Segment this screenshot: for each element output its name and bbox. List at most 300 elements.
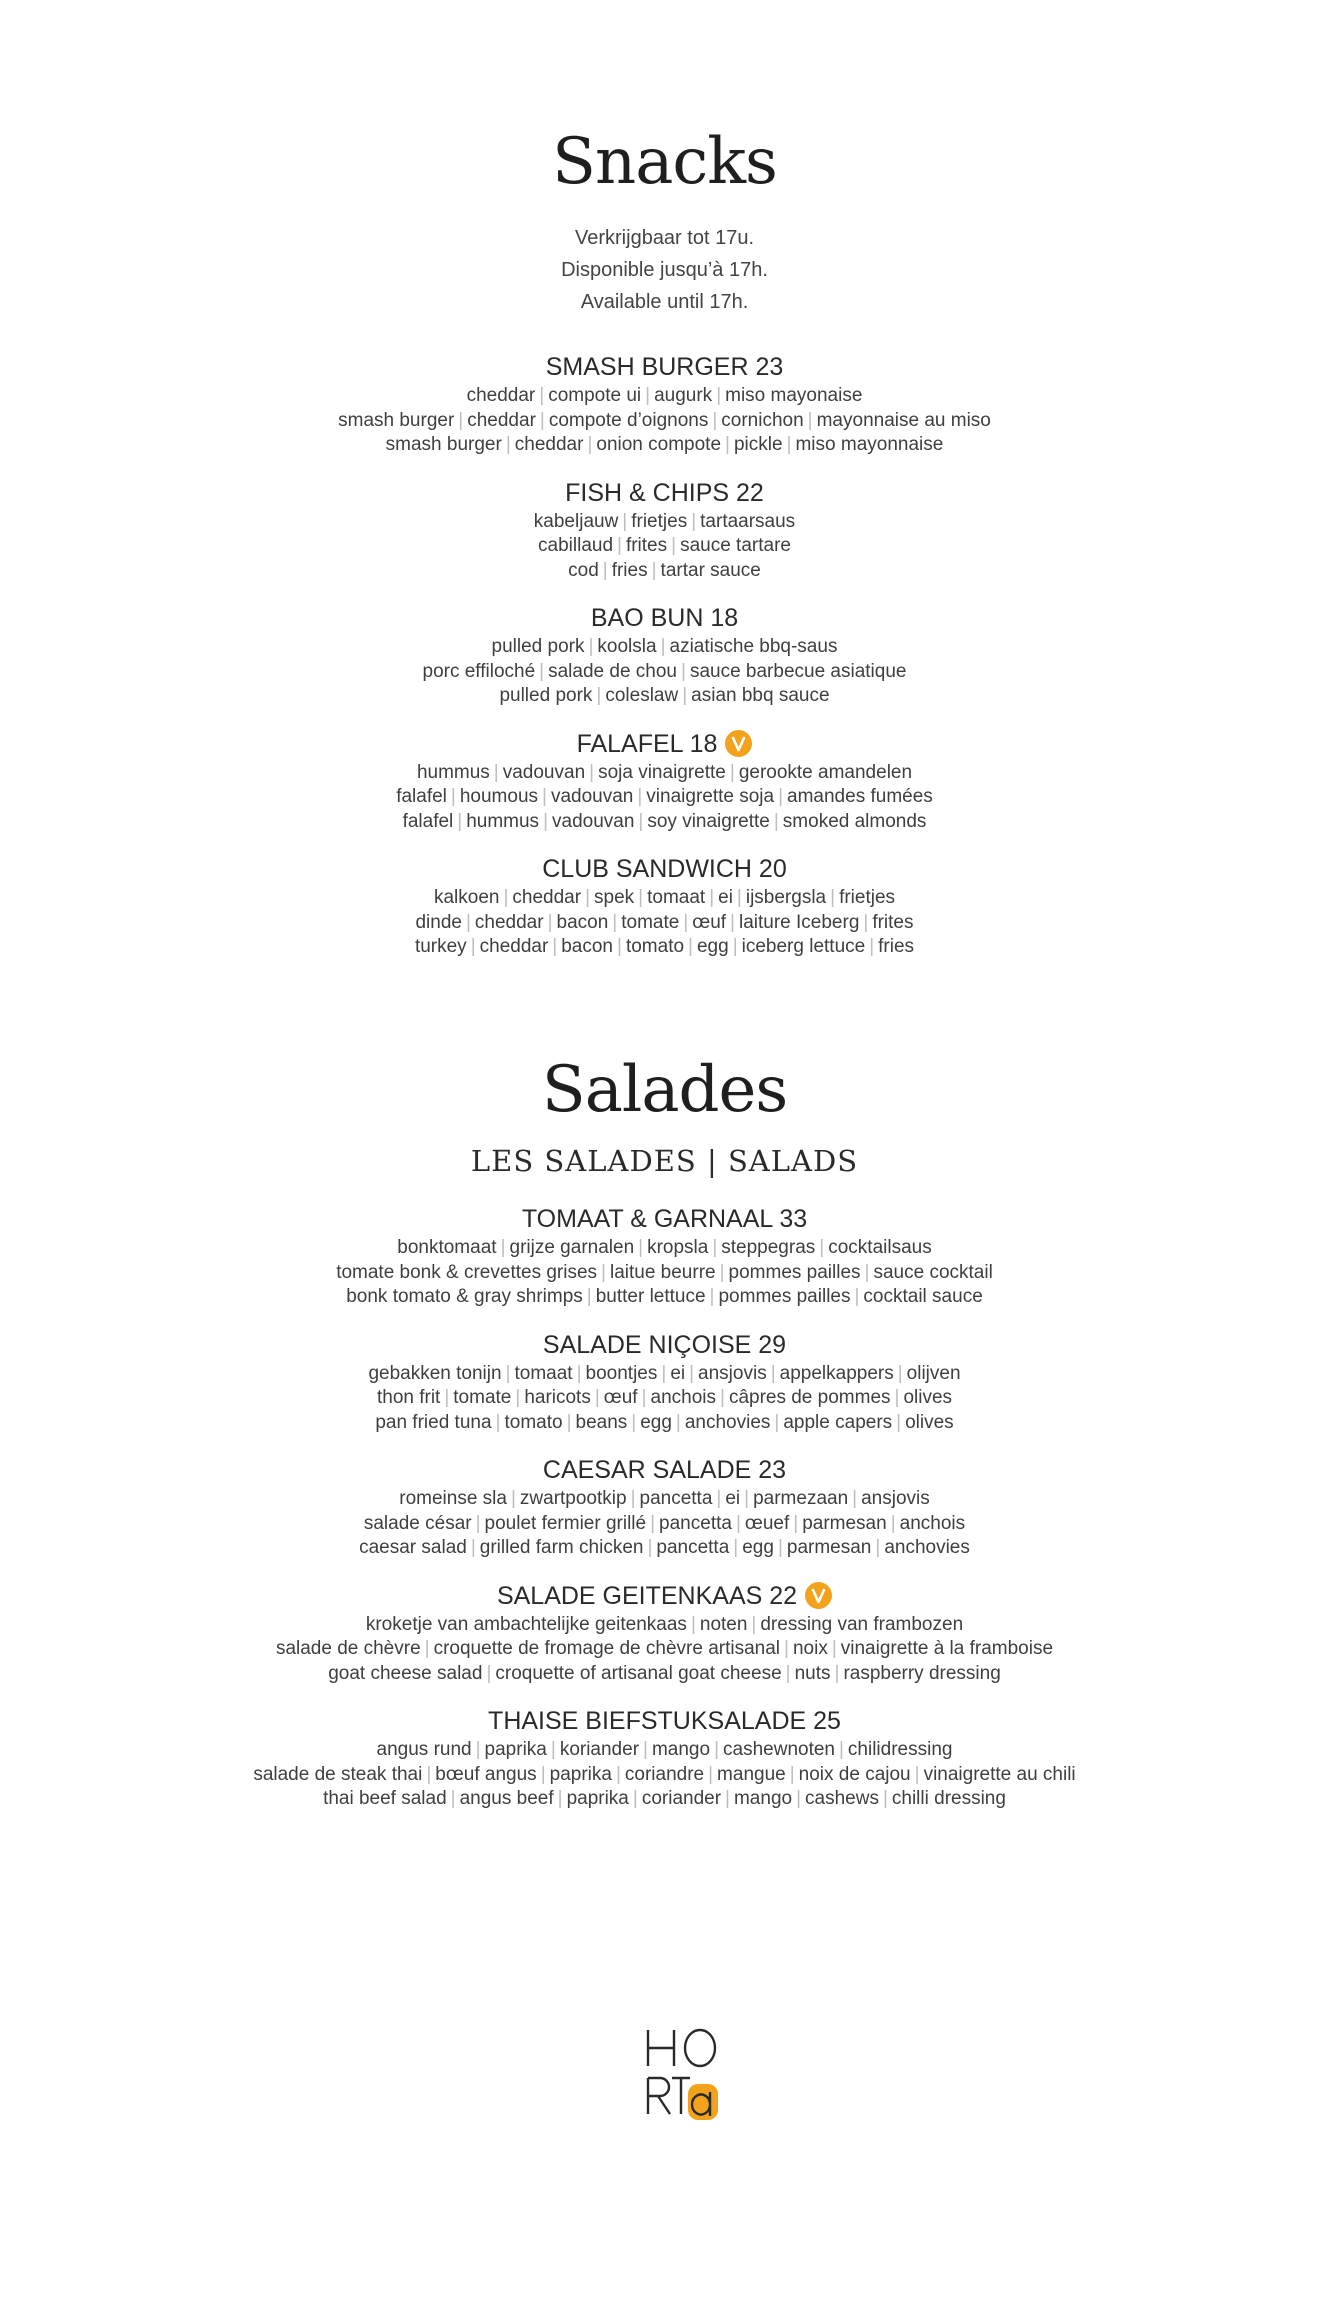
separator: | xyxy=(641,1387,647,1408)
ingredient: angus beef xyxy=(459,1788,554,1809)
ingredient: beans xyxy=(575,1411,628,1433)
separator: | xyxy=(543,810,548,832)
separator: | xyxy=(807,409,813,431)
menu-item xyxy=(0,601,1329,709)
menu-item-description xyxy=(0,886,1329,960)
ingredient: laitue beurre xyxy=(609,1261,716,1283)
ingredient: tomato xyxy=(625,936,685,957)
separator: | xyxy=(586,1286,592,1307)
ingredient: cod xyxy=(568,559,599,581)
separator: | xyxy=(617,936,622,957)
ingredient: caesar salad xyxy=(359,1537,467,1558)
ingredient: sauce tartare xyxy=(680,535,791,556)
separator: | xyxy=(638,810,644,832)
ingredient: pulled pork xyxy=(491,636,585,657)
separator: | xyxy=(424,1638,430,1659)
ingredient: pan fried tuna xyxy=(375,1411,492,1433)
menu-item-title xyxy=(577,727,753,761)
menu-item-description xyxy=(0,384,1329,458)
ingredient: tomaat xyxy=(514,1362,573,1384)
salades-title: Salades xyxy=(541,1053,788,1127)
separator: | xyxy=(615,1763,621,1785)
separator: | xyxy=(585,887,591,908)
description-line xyxy=(0,1536,1329,1561)
separator: | xyxy=(576,1362,582,1384)
menu-item-title xyxy=(542,852,787,886)
separator: | xyxy=(777,1537,783,1558)
ingredient: butter lettuce xyxy=(595,1286,706,1307)
ingredient: goat cheese salad xyxy=(328,1662,483,1684)
snacks-section xyxy=(0,125,1329,978)
ingredient: bonk tomato & gray shrimps xyxy=(346,1286,583,1307)
horta-logo xyxy=(644,2026,720,2122)
ingredient: ansjovis xyxy=(698,1362,767,1384)
description-line xyxy=(0,1662,1329,1687)
menu-item-name: THAISE BIEFSTUKSALADE 25 xyxy=(488,1707,841,1735)
menu-item-title xyxy=(546,350,784,384)
separator: | xyxy=(688,936,693,957)
menu-item xyxy=(0,852,1329,960)
ingredient: vinaigrette au chili xyxy=(923,1763,1076,1785)
vegetarian-icon xyxy=(725,730,752,757)
ingredient: ei xyxy=(725,1488,741,1509)
menu-item-name: SMASH BURGER 23 xyxy=(545,353,784,381)
ingredient: salade de chou xyxy=(548,660,677,682)
availability-fr: Disponible jusqu’à 17h. xyxy=(561,259,768,281)
ingredient: cheddar xyxy=(466,385,536,406)
separator: | xyxy=(733,1537,739,1558)
separator: | xyxy=(465,911,471,933)
menu-item-title xyxy=(543,1328,786,1362)
separator: | xyxy=(890,1512,896,1534)
ingredient: hummus xyxy=(466,810,540,832)
ingredient: amandes fumées xyxy=(787,786,933,807)
ingredient: tomate xyxy=(453,1387,512,1408)
separator: | xyxy=(539,409,545,431)
ingredient: bacon xyxy=(556,911,609,933)
ingredient: pancetta xyxy=(656,1537,730,1558)
separator: | xyxy=(458,409,464,431)
ingredient: vinaigrette à la framboise xyxy=(840,1638,1054,1659)
separator: | xyxy=(505,434,511,455)
ingredient: compote ui xyxy=(548,385,642,406)
separator: | xyxy=(784,1638,789,1659)
ingredient: coriandre xyxy=(624,1763,705,1785)
ingredient: smash burger xyxy=(385,434,502,455)
availability-nl: Verkrijgbaar tot 17u. xyxy=(575,227,754,249)
ingredient: laiture Iceberg xyxy=(738,911,860,933)
separator: | xyxy=(864,1261,870,1283)
separator: | xyxy=(587,434,593,455)
separator: | xyxy=(834,1662,840,1684)
ingredient: smash burger xyxy=(338,409,455,431)
snacks-items xyxy=(0,350,1329,960)
menu-item-description xyxy=(0,1236,1329,1310)
ingredient: anchovies xyxy=(684,1411,771,1433)
ingredient: vadouvan xyxy=(502,761,586,783)
separator: | xyxy=(778,786,784,807)
separator: | xyxy=(729,761,735,783)
ingredient: bonktomaat xyxy=(397,1237,497,1258)
separator: | xyxy=(819,1237,825,1258)
menu-item-description xyxy=(0,1738,1329,1812)
menu-item xyxy=(0,1704,1329,1812)
snacks-availability xyxy=(0,222,1329,318)
separator: | xyxy=(594,1387,600,1408)
ingredient: œuef xyxy=(744,1512,790,1534)
separator: | xyxy=(547,911,553,933)
ingredient: pickle xyxy=(733,434,783,455)
ingredient: frietjes xyxy=(839,887,896,908)
separator: | xyxy=(588,636,594,657)
ingredient: olives xyxy=(905,1411,954,1433)
separator: | xyxy=(786,434,792,455)
separator: | xyxy=(650,1512,656,1534)
ingredient: pommes pailles xyxy=(718,1286,851,1307)
ingredient: kroketje van ambachtelijke geitenkaas xyxy=(365,1613,687,1635)
ingredient: koriander xyxy=(559,1739,640,1760)
separator: | xyxy=(651,559,657,581)
ingredient: parmesan xyxy=(802,1512,887,1534)
separator: | xyxy=(486,1662,492,1684)
separator: | xyxy=(647,1537,653,1558)
separator: | xyxy=(617,535,622,556)
menu-item xyxy=(0,1453,1329,1561)
separator: | xyxy=(773,810,779,832)
ingredient: mayonnaise au miso xyxy=(816,409,991,431)
ingredient: anchois xyxy=(650,1387,716,1408)
separator: | xyxy=(793,1512,799,1534)
separator: | xyxy=(612,911,618,933)
separator: | xyxy=(774,1411,780,1433)
ingredient: cashewnoten xyxy=(723,1739,835,1760)
separator: | xyxy=(602,559,608,581)
menu-item-description xyxy=(0,761,1329,835)
separator: | xyxy=(675,1411,681,1433)
ingredient: noten xyxy=(699,1613,748,1635)
ingredient: mangue xyxy=(717,1763,786,1785)
ingredient: tartar sauce xyxy=(660,559,761,581)
separator: | xyxy=(552,936,558,957)
separator: | xyxy=(475,1739,481,1760)
ingredient: cashews xyxy=(805,1788,879,1809)
separator: | xyxy=(681,660,686,682)
description-line xyxy=(0,935,1329,960)
separator: | xyxy=(539,385,545,406)
description-line xyxy=(0,1787,1329,1812)
separator: | xyxy=(770,1362,776,1384)
ingredient: boontjes xyxy=(585,1362,658,1384)
ingredient: noix xyxy=(792,1638,828,1659)
ingredient: haricots xyxy=(524,1387,591,1408)
separator: | xyxy=(660,636,666,657)
menu-item-name: CAESAR SALADE 23 xyxy=(542,1456,787,1484)
ingredient: œuf xyxy=(603,1387,638,1408)
horta-logo-mark xyxy=(644,2026,720,2122)
description-line xyxy=(0,1763,1329,1788)
separator: | xyxy=(540,1763,546,1785)
snacks-title: Snacks xyxy=(552,125,777,199)
ingredient: cheddar xyxy=(512,887,582,908)
separator: | xyxy=(720,1387,725,1408)
ingredient: croquette of artisanal goat cheese xyxy=(495,1662,782,1684)
ingredient: cheddar xyxy=(479,936,549,957)
ingredient: sauce barbecue asiatique xyxy=(689,660,907,682)
separator: | xyxy=(643,1739,648,1760)
description-line xyxy=(0,559,1329,584)
separator: | xyxy=(444,1387,450,1408)
ingredient: gebakken tonijn xyxy=(368,1362,502,1384)
description-line xyxy=(0,534,1329,559)
menu-item xyxy=(0,727,1329,835)
ingredient: zwartpootkip xyxy=(519,1488,627,1509)
separator: | xyxy=(450,786,456,807)
ingredient: ei xyxy=(670,1362,686,1384)
ingredient: ansjovis xyxy=(861,1488,930,1509)
separator: | xyxy=(914,1763,920,1785)
ingredient: soy vinaigrette xyxy=(647,810,770,832)
ingredient: cocktailsaus xyxy=(828,1237,932,1258)
description-line xyxy=(0,684,1329,709)
ingredient: coleslaw xyxy=(605,685,679,706)
separator: | xyxy=(838,1739,844,1760)
separator: | xyxy=(637,786,643,807)
ingredient: frites xyxy=(625,535,668,556)
description-line xyxy=(0,1613,1329,1638)
ingredient: grilled farm chicken xyxy=(479,1537,644,1558)
separator: | xyxy=(709,887,715,908)
description-line xyxy=(0,810,1329,835)
separator: | xyxy=(557,1788,563,1809)
menu-item-name: SALADE NIÇOISE 29 xyxy=(542,1330,787,1359)
menu-item-name: FISH & CHIPS 22 xyxy=(565,478,764,507)
separator: | xyxy=(475,1512,481,1534)
ingredient: kropsla xyxy=(647,1237,709,1258)
ingredient: croquette de fromage de chèvre artisanal xyxy=(433,1638,781,1659)
separator: | xyxy=(622,510,628,532)
ingredient: egg xyxy=(742,1537,774,1558)
ingredient: anchovies xyxy=(884,1537,970,1558)
description-line xyxy=(0,433,1329,458)
description-line xyxy=(0,761,1329,786)
separator: | xyxy=(450,1788,456,1809)
separator: | xyxy=(682,685,688,706)
menu-item-description xyxy=(0,1487,1329,1561)
ingredient: frietjes xyxy=(631,510,688,532)
ingredient: turkey xyxy=(414,936,467,957)
ingredient: tartaarsaus xyxy=(700,510,796,532)
ingredient: sauce cocktail xyxy=(873,1261,993,1283)
ingredient: frites xyxy=(872,911,914,933)
separator: | xyxy=(796,1788,802,1809)
ingredient: kabeljauw xyxy=(533,510,619,532)
separator: | xyxy=(470,1537,476,1558)
ingredient: miso mayonnaise xyxy=(795,434,944,455)
salades-section xyxy=(0,1053,1329,1830)
description-line xyxy=(0,1285,1329,1310)
ingredient: dressing van frambozen xyxy=(760,1613,964,1635)
separator: | xyxy=(596,685,602,706)
ingredient: smoked almonds xyxy=(782,810,927,832)
ingredient: noix de cajou xyxy=(798,1763,911,1785)
description-line xyxy=(0,1637,1329,1662)
ingredient: raspberry dressing xyxy=(843,1662,1001,1684)
ingredient: angus rund xyxy=(376,1739,472,1760)
ingredient: cornichon xyxy=(721,409,804,431)
separator: | xyxy=(671,535,677,556)
menu-item-description xyxy=(0,635,1329,709)
ingredient: cabillaud xyxy=(538,535,614,556)
description-line xyxy=(0,1362,1329,1387)
ingredient: parmesan xyxy=(786,1537,872,1558)
ingredient: dinde xyxy=(415,911,462,933)
description-line xyxy=(0,510,1329,535)
separator: | xyxy=(712,409,718,431)
vegetarian-icon xyxy=(805,1582,832,1609)
menu-item xyxy=(0,1202,1329,1310)
ingredient: asian bbq sauce xyxy=(691,685,830,706)
separator: | xyxy=(470,936,476,957)
separator: | xyxy=(744,1488,750,1509)
ingredient: parmezaan xyxy=(753,1488,849,1509)
ingredient: coriander xyxy=(641,1788,722,1809)
separator: | xyxy=(719,1261,725,1283)
availability-en: Available until 17h. xyxy=(580,291,749,313)
ingredient: câpres de pommes xyxy=(728,1387,891,1408)
separator: | xyxy=(542,786,547,807)
menu-item-title xyxy=(497,1579,832,1613)
description-line xyxy=(0,635,1329,660)
separator: | xyxy=(854,1286,860,1307)
ingredient: grijze garnalen xyxy=(509,1237,635,1258)
description-line xyxy=(0,384,1329,409)
ingredient: tomaat xyxy=(647,887,706,908)
description-line xyxy=(0,1236,1329,1261)
separator: | xyxy=(515,1387,521,1408)
separator: | xyxy=(869,936,875,957)
separator: | xyxy=(632,1788,638,1809)
separator: | xyxy=(426,1763,432,1785)
ingredient: nuts xyxy=(794,1662,831,1684)
separator: | xyxy=(495,1411,501,1433)
description-line xyxy=(0,1512,1329,1537)
ingredient: kalkoen xyxy=(433,887,500,908)
separator: | xyxy=(638,887,644,908)
ingredient: paprika xyxy=(566,1788,629,1809)
separator: | xyxy=(725,434,730,455)
ingredient: iceberg lettuce xyxy=(741,936,866,957)
ingredient: porc effiloché xyxy=(422,660,536,682)
menu-item-title xyxy=(488,1704,841,1738)
ingredient: augurk xyxy=(654,385,713,406)
separator: | xyxy=(712,1237,718,1258)
menu-item xyxy=(0,1328,1329,1436)
ingredient: bacon xyxy=(561,936,614,957)
separator: | xyxy=(716,385,722,406)
description-line xyxy=(0,1411,1329,1436)
separator: | xyxy=(732,936,738,957)
separator: | xyxy=(500,1237,506,1258)
ingredient: appelkappers xyxy=(779,1362,894,1384)
ingredient: thai beef salad xyxy=(323,1788,447,1809)
description-line xyxy=(0,886,1329,911)
ingredient: ijsbergsla xyxy=(745,887,827,908)
ingredient: mango xyxy=(733,1788,793,1809)
ingredient: mango xyxy=(651,1739,711,1760)
ingredient: fries xyxy=(878,936,915,957)
description-line xyxy=(0,1738,1329,1763)
ingredient: bœuf angus xyxy=(435,1763,537,1785)
ingredient: chilidressing xyxy=(847,1739,953,1760)
ingredient: ei xyxy=(718,887,733,908)
separator: | xyxy=(630,1488,636,1509)
separator: | xyxy=(894,1387,900,1408)
menu-item-name: TOMAAT & GARNAAL 33 xyxy=(521,1205,808,1233)
description-line xyxy=(0,409,1329,434)
menu-item-description xyxy=(0,510,1329,584)
separator: | xyxy=(751,1613,757,1635)
ingredient: olives xyxy=(903,1387,953,1408)
separator: | xyxy=(493,761,499,783)
salades-subtitle: LES SALADES | SALADS xyxy=(470,1144,859,1178)
description-line xyxy=(0,660,1329,685)
separator: | xyxy=(631,1411,637,1433)
ingredient: vadouvan xyxy=(552,810,635,832)
ingredient: koolsla xyxy=(597,636,657,657)
ingredient: salade de steak thai xyxy=(253,1763,423,1785)
description-line xyxy=(0,1261,1329,1286)
menu-item-description xyxy=(0,1613,1329,1687)
separator: | xyxy=(689,1362,695,1384)
separator: | xyxy=(457,810,463,832)
ingredient: œuf xyxy=(692,911,727,933)
ingredient: falafel xyxy=(396,786,447,807)
separator: | xyxy=(897,1362,903,1384)
menu-item-name: FALAFEL 18 xyxy=(576,729,718,758)
ingredient: thon frit xyxy=(376,1387,441,1408)
menu-item-name: BAO BUN 18 xyxy=(590,604,739,632)
ingredient: spek xyxy=(594,887,635,908)
separator: | xyxy=(691,510,697,532)
separator: | xyxy=(831,1638,837,1659)
ingredient: onion compote xyxy=(596,434,722,455)
ingredient: hummus xyxy=(416,761,490,783)
ingredient: tomato xyxy=(504,1411,563,1433)
ingredient: tomate bonk & crevettes grises xyxy=(336,1261,598,1283)
separator: | xyxy=(730,911,735,933)
ingredient: poulet fermier grillé xyxy=(484,1512,647,1534)
separator: | xyxy=(896,1411,902,1433)
ingredient: fries xyxy=(611,559,648,581)
menu-item-title xyxy=(591,601,738,635)
separator: | xyxy=(709,1286,715,1307)
ingredient: cheddar xyxy=(474,911,544,933)
description-line xyxy=(0,911,1329,936)
ingredient: chilli dressing xyxy=(891,1788,1006,1809)
separator: | xyxy=(539,660,545,682)
separator: | xyxy=(725,1788,730,1809)
description-line xyxy=(0,1487,1329,1512)
description-line xyxy=(0,785,1329,810)
ingredient: aziatische bbq-saus xyxy=(669,636,838,657)
separator: | xyxy=(550,1739,556,1760)
ingredient: paprika xyxy=(484,1739,547,1760)
separator: | xyxy=(566,1411,572,1433)
ingredient: pancetta xyxy=(639,1488,713,1509)
menu-item-title xyxy=(543,1453,786,1487)
ingredient: paprika xyxy=(549,1763,612,1785)
separator: | xyxy=(645,385,651,406)
